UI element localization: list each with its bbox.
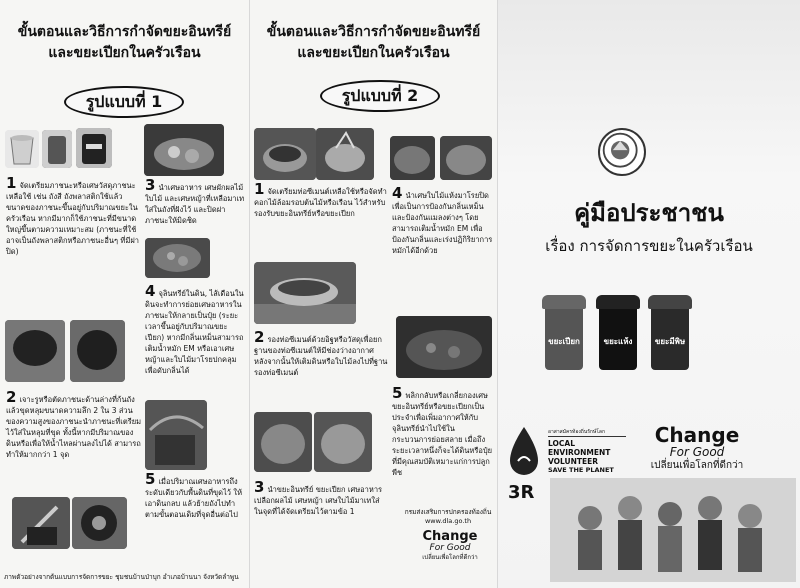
water-drop-icon [508, 425, 540, 475]
step-1: 1 จัดเตรียมท่อซีเมนต์เหลือใช้หรือจัดทำคอกไม้ล้อมรอบต้นไม้หรือเรือน ไว้สำหรับรองรับขยะอินทรีย์หรือขยะเปียก [254, 180, 387, 218]
digging-photo [12, 497, 70, 549]
food-waste-photo [144, 124, 224, 176]
dla-seal-icon [598, 128, 646, 176]
step-3: 3 นำเศษอาหาร เศษผักผลไม้ ใบไม้ และเศษหญ้าที่เหลือมาเทใส่ในถังที่ฝังไว้ และปิดฝาภาชนะให้มิดชิด [145, 176, 245, 225]
step-4: 4 นำเศษใบไม้แห้งมาโรยปิด เพื่อเป็นการป้องกันกลิ่นเหม็นและป้องกันแมลงต่างๆ โดยสามารถเติมน้ำหมัก EM เพื่อป้องกันกลิ่นและเร่งปฏิกิริยาการหมักได้อีกด้วย [392, 184, 493, 255]
leaves-photo [390, 136, 435, 180]
bin-photo [76, 128, 112, 168]
step-5: 5 พลิกกลับหรือเกลี่ยกองเศษขยะอินทรีย์หรือขยะเปียกเป็นประจำเพื่อเพิ่มอากาศให้กับจุลินทรีย์นำไปใช้ในกระบวนการย่อยสลาย เมื่อถึงระยะเวลาหนึ่งก็จะได้ดินหรือปุ๋ยที่มีคุณสมบัติเหมาะแก่การปลูกพืช [392, 384, 493, 477]
model-label: รูปแบบที่ 1 [64, 86, 184, 118]
change-for-good-logo: Change For Good เปลี่ยนเพื่อโลกที่ดีกว่า [650, 423, 744, 471]
cover-subtitle: เรื่อง การจัดการขยะในครัวเรือน [545, 237, 753, 255]
cement-pipe-photo [254, 128, 316, 180]
leaves-photo [440, 136, 492, 180]
panel-title: ขั้นตอนและวิธีการกำจัดขยะอินทรีย์ และขยะเปียกในครัวเรือน [17, 24, 232, 61]
model-1-panel [0, 0, 250, 588]
panel-title: ขั้นตอนและวิธีการกำจัดขยะอินทรีย์ และขยะเปียกในครัวเรือน [266, 24, 481, 61]
change-for-good-logo: Change For Good เปลี่ยนเพื่อโลกที่ดีกว่า [422, 529, 478, 561]
step-5: 5 เมื่อปริมาณเศษอาหารถึงระดับเดียวกับพื้นดินที่ขุดไว้ ให้เอาดินกลบ แล้วย้ายถังไปทำตามขั้นตอนเดิมที่จุดอื่นต่อไป [145, 470, 243, 519]
pit-photo [70, 320, 125, 382]
step-2: 2 รองท่อซีเมนต์ด้วยอิฐหรือวัสดุเพื่อยกฐานของท่อซีเมนต์ให้มีช่องว่างอากาศ หลังจากนั้นให้เติมดินหรือใบไม้ลงไปที่ฐานรองท่อซีเมนต์ [254, 328, 388, 377]
volunteers-group-photo [550, 478, 796, 582]
pit-photo [5, 320, 65, 382]
model-2-panel [250, 0, 498, 588]
garden-photo [145, 400, 207, 470]
pile-photo [254, 412, 312, 472]
step-4: 4 จุลินทรีย์ในดิน, ไส้เดือนในดินจะทำการย่อยเศษอาหารในภาชนะให้กลายเป็นปุ๋ย (ระยะเวลาขึ้นอยู่กับปริมาณขยะเปียก) หากมีกลิ่นเหม็นสามารถเติมน้ำหมัก EM หรือเอาเศษหญ้าและใบไม้มาโรยปกคลุมเพื่อดับกลิ่นได้ [145, 282, 244, 375]
bin-lid-photo [72, 497, 127, 549]
bucket-photo [5, 130, 39, 168]
compost-photo [145, 238, 210, 278]
cover-panel [498, 0, 800, 588]
model-label: รูปแบบที่ 2 [320, 80, 440, 112]
pile-photo [314, 412, 372, 472]
step-3: 3 นำขยะอินทรีย์ ขยะเปียก เศษอาหาร เปลือกผลไม้ เศษหญ้า เศษใบไม้มาเทใส่ในจุดที่ได้จัดเตรียมไว้ตามข้อ 1 [254, 478, 383, 516]
compost-heap-photo [396, 316, 492, 378]
dry-waste-bin: ขยะแห้ง [596, 295, 640, 370]
bin-photo [42, 130, 72, 168]
dept-info: กรมส่งเสริมการปกครองท้องถิ่น www.dla.go.th [404, 508, 492, 525]
cover-title: คู่มือประชาชน [574, 199, 724, 227]
photo-credit: ภาพตัวอย่างจากต้นแบบการจัดการขยะ ชุมชนบ้านป่าบุก อำเภอบ้านนา จังหวัดลำพูน [4, 573, 239, 581]
cement-pipe-photo [316, 128, 374, 180]
wet-waste-bin: ขยะเปียก [542, 295, 586, 370]
pipe-base-photo [254, 262, 356, 324]
hazardous-waste-bin: ขยะมีพิษ [648, 295, 692, 370]
3r-badge: 3R [508, 482, 535, 503]
volunteer-logo: อาสาสมัครท้องถิ่นรักษ์โลก LOCAL ENVIRONMENT VOLUNTEER SAVE THE PLANET [548, 428, 626, 475]
step-2: 2 เจาะรูหรือตัดภาชนะด้านล่างที่ก้นถังแล้วขุดหลุมขนาดความลึก 2 ใน 3 ส่วนของความสูงของภาชนะนำภาชนะที่เตรียมไว้ใส่ในหลุมที่ขุด ทั้งนี้หากมีปริมาณของดินหรือเพื่อให้น้ำไหลผ่านลงไปได้ สามารถทำให้มากกว่า 1 จุด [6, 388, 142, 459]
step-1: 1 จัดเตรียมภาชนะหรือเศษวัสดุภาชนะเหลือใช้ เช่น ถังสี ถังพลาสติกใช้แล้ว ขนาดของภาชนะขึ้นอยู่กับปริมาณขยะในครัวเรือน หากมีมากก็ใช้ภาชนะที่มีขนาดใหญ่ขึ้นตามความเหมาะสม (ภาชนะที่ใช้อาจเป็นถังพลาสติกหรือภาชนะอื่นๆ ที่มีฝาปิด) [6, 174, 139, 256]
